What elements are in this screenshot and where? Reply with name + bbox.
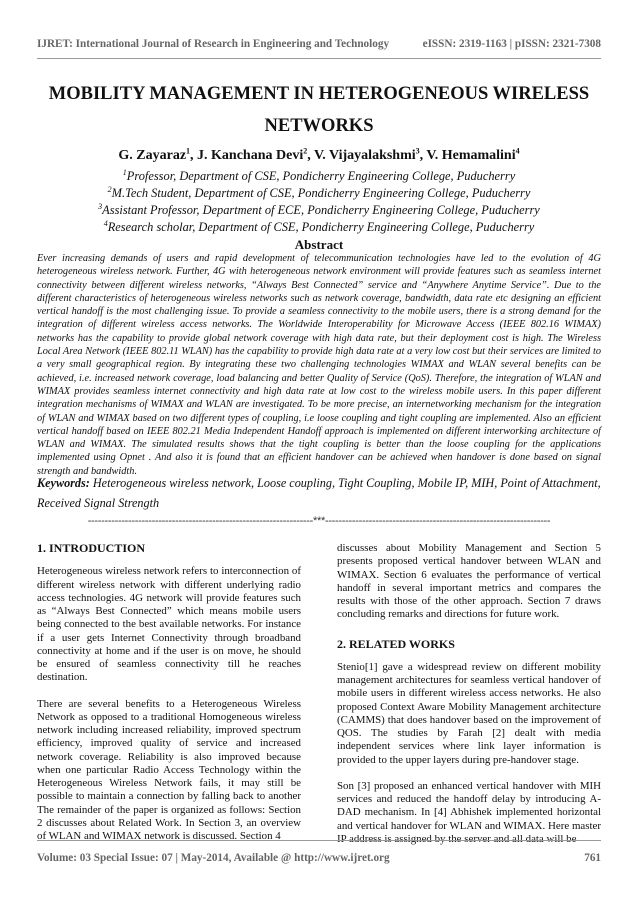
keywords-label: Keywords: <box>37 476 90 490</box>
volume-info: Volume: 03 Special Issue: 07 | May-2014, Available @ http://www.ijret.org <box>37 852 390 864</box>
issn: eISSN: 2319-1163 | pISSN: 2321-7308 <box>422 38 601 50</box>
author: G. Zayaraz <box>118 148 187 163</box>
author-list: G. Zayaraz$^1$, J. Kanchana Devi$^2$, V. Vijayalakshmi$^3$, V. Hemamalini$^4$ <box>118 146 520 163</box>
page-number: 761 <box>584 852 601 864</box>
section-separator: -------------------------------------------------------------------***------------------------------------------------------------------- <box>87 515 551 527</box>
footer-rule <box>37 840 601 841</box>
paragraph: Heterogeneous wireless network refers to interconnection of different wireless network with different underlying radio access technologies. 4G network will provide features such as “Always Best Connected” which means mobile users being connected to the best available networks. For instance if a user gets Internet Connectivity through broadband connectivity at home and if the user is on move, he should be ensured of seamless connectivity till he reaches destination. <box>37 565 301 684</box>
author: V. Vijayalakshmi <box>313 148 416 163</box>
affiliations <box>40 168 598 236</box>
keywords-text: Heterogeneous wireless network, Loose coupling, Tight Coupling, Mobile IP, MIH, Point of Attachment, Received Signal Strength <box>37 476 601 510</box>
keywords <box>37 473 601 513</box>
paragraph: discusses about Mobility Management and Section 5 presents proposed vertical handover between WLAN and WIMAX. Section 6 evaluates the performance of vertical handoff in several important metrics and compares the results with those of the other approach. Section 7 draws concluding remarks and directions for future work. <box>337 542 601 621</box>
section-heading-introduction: 1. INTRODUCTION <box>37 541 146 555</box>
running-header <box>37 38 601 50</box>
paragraph: Son [3] proposed an enhanced vertical handover with MIH services and reduced the handoff delay by introducing A-DAD mechanism. In [4] Abhishek implemented horizontal and vertical handover for WLAN and WIMAX. Here master IP address is assigned by the server and all data will be <box>337 779 601 845</box>
paragraph: There are several benefits to a Heterogeneous Wireless Network as opposed to a traditional Homogeneous wireless network including increased reliability, improved spectrum efficiency, improved quality of service and increased network coverage. Reliability is also improved because when one particular Radio Access Technology within the Heterogeneous Wireless Network fails, it may still be possible to maintain a connection by falling back to another The remainder of the paper is organized as follows: Section 2 discusses about Related Work. In Section 3, an overview of WLAN and WIMAX network is discussed. Section 4 <box>37 697 301 842</box>
journal-name: IJRET: International Journal of Research in Engineering and Technology <box>37 38 390 50</box>
author: V. Hemamalini <box>426 148 516 163</box>
running-footer <box>37 852 601 864</box>
section-heading-related-works: 2. RELATED WORKS <box>337 636 455 651</box>
abstract-heading: Abstract <box>294 237 344 252</box>
affiliation: $^1$Professor, Department of CSE, Pondicherry Engineering College, Puducherry <box>122 167 516 183</box>
abstract-text: Ever increasing demands of users and rapid development of telecommunication technologies have led to the evolution of 4G heterogeneous wireless network. Further, 4G with heterogeneous network environment will provide features such as seamless internet connectivity between different wireless networks, “Always Best Connected” service and “Anywhere Anytime Service”. Due to the different characteristics of heterogeneous wireless networks such as network coverage, bandwidth, data rate etc designing an efficient vertical handoff is the most challenging issue. To provide a seamless connectivity to the mobile users, there is a strong demand for the integration of different wireless access networks. The Worldwide Interoperability for Microwave Access (IEEE 802.16 WIMAX) networks has the capability to provide global network coverage with high data rate, but their deployment cost is high. The Wireless Local Area Network (IEEE 802.11 WLAN) has the capability to provide high data rate at a very low cost but their services are limited to a very small geographical region. By integrating these two challenging technologies WIMAX and WLAN several benefits can be achieved, i.e. increased network coverage, load balancing and better Quality of Service (QoS). Therefore, the integration of WLAN and WIMAX provides seamless internet connectivity and high data rate at low cost to the wireless mobile users. In this paper different integration mechanisms of WIMAX and WLAN are investigated. To be more precise, an internetworking mechanism for the integration of WLAN and WIMAX based on two different types of coupling, i.e loose coupling and tight coupling are implemented. Also an efficient vertical handoff based on IEEE 802.21 Media Independent Handoff approach is implemented on different interworking architecture of WLAN and WIMAX. The simulated results shows that the tight coupling is better than the loose coupling for the applications implemented using Opnet . And also it is found that an efficient handover can be achieved when handover is done based on signal strength and bandwidth. <box>37 253 601 477</box>
affiliation: $^3$Assistant Professor, Department of ECE, Pondicherry Engineering College, Puducherry <box>98 201 540 217</box>
affiliation: $^2$M.Tech Student, Department of CSE, Pondicherry Engineering College, Puducherry <box>107 184 531 200</box>
right-column <box>337 542 601 859</box>
header-rule <box>37 58 601 59</box>
author: J. Kanchana Devi <box>197 148 304 163</box>
left-column <box>37 542 301 856</box>
affiliation: $^4$Research scholar, Department of CSE, Pondicherry Engineering College, Puducherry <box>103 218 535 234</box>
paper-title: MOBILITY MANAGEMENT IN HETEROGENEOUS WIRELESS NETWORKS <box>48 84 590 136</box>
paragraph: Stenio[1] gave a widespread review on different mobility management architectures for seamless vertical handover of mobile users in different wireless access networks. He also proposed Context Aware Mobility Management architecture (CAMMS) that does handover based on the improvement of QOS. The studies by Farah [2] dealt with media independent services where link layer information is provided to the upper layers during pre-handover stage. <box>337 660 601 766</box>
